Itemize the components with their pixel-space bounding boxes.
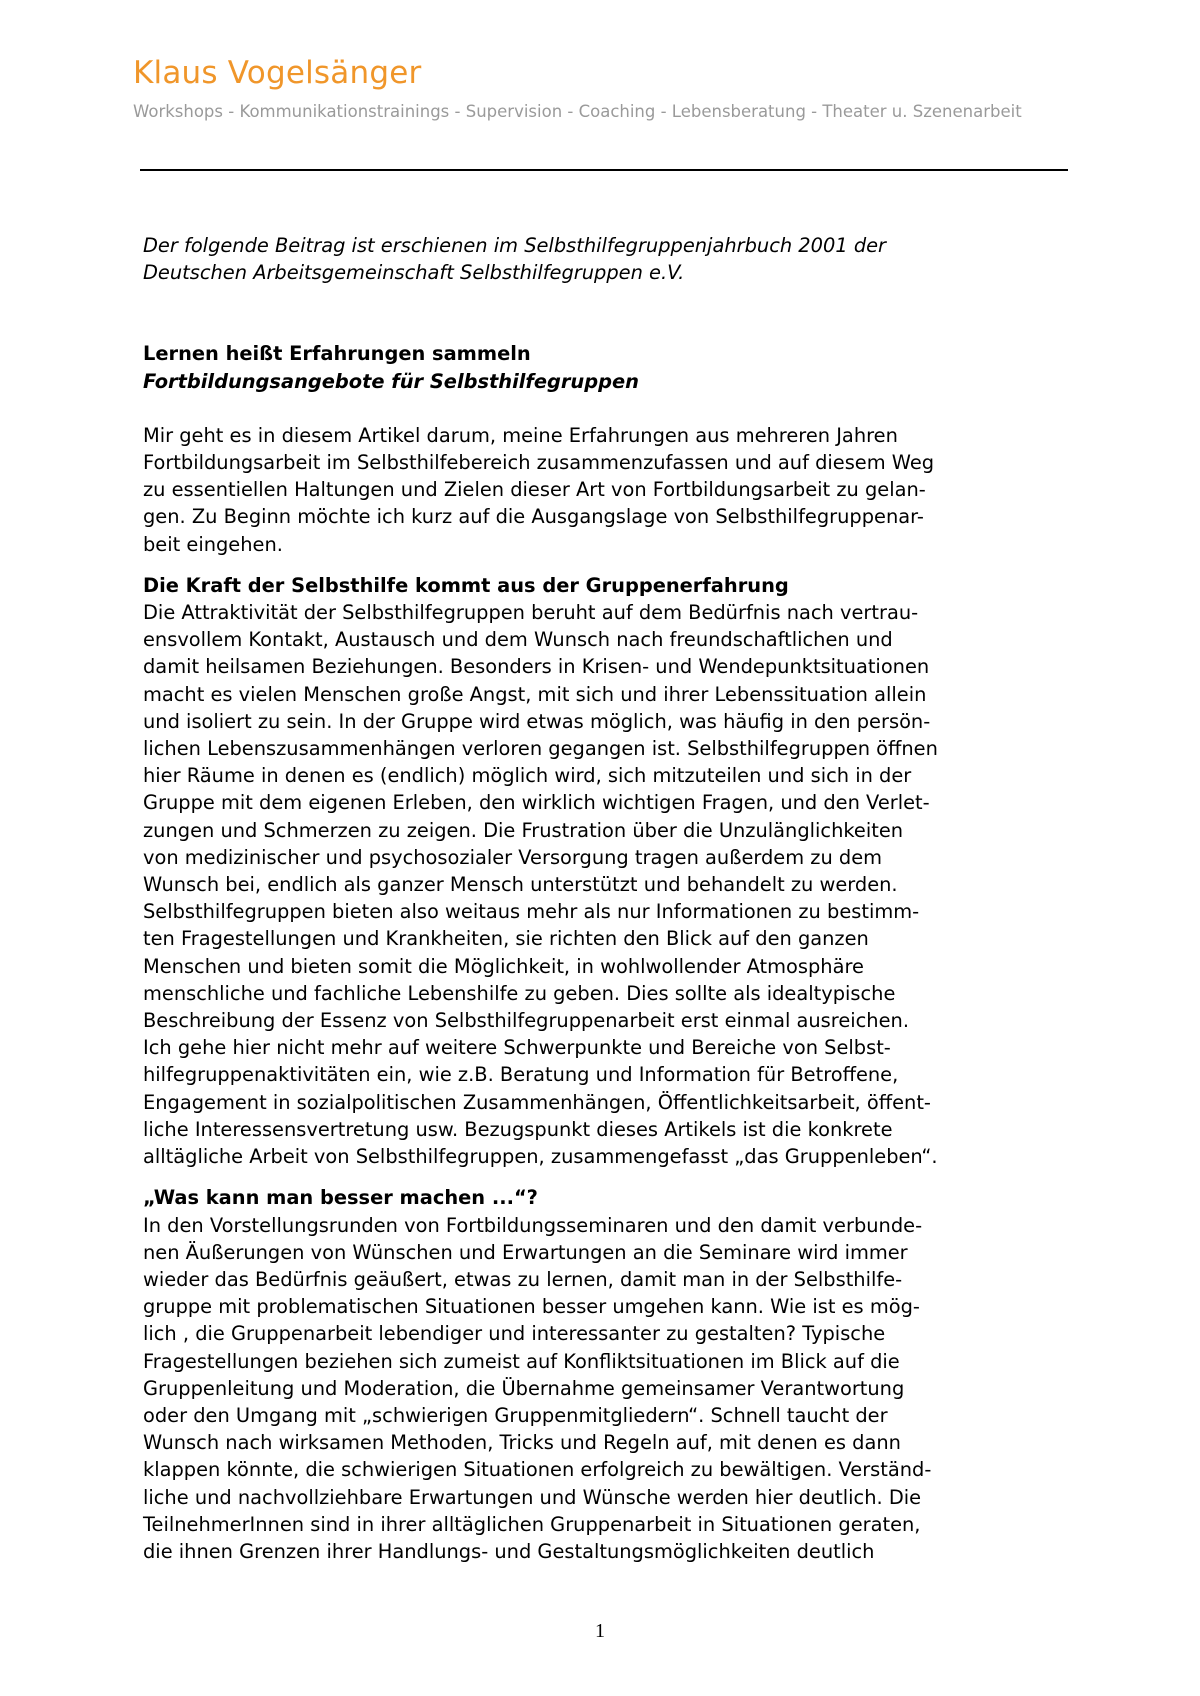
text-line: hilfegruppenaktivitäten ein, wie z.B. Beratung und Information für Betroffene, — [143, 1063, 899, 1087]
text-line: hier Räume in denen es (endlich) möglich wird, sich mitzuteilen und sich in der — [143, 764, 912, 788]
text-line: zungen und Schmerzen zu zeigen. Die Frustration über die Unzulänglichkeiten — [143, 818, 904, 842]
text-line: Gruppe mit dem eigenen Erleben, den wirklich wichtigen Fragen, und den Verlet- — [143, 791, 930, 815]
section-paragraph — [143, 1212, 1063, 1566]
text-line: TeilnehmerInnen sind in ihrer alltäglichen Gruppenarbeit in Situationen geraten, — [143, 1512, 921, 1536]
text-line: Wunsch bei, endlich als ganzer Mensch unterstützt und behandelt zu werden. — [143, 873, 898, 897]
text-line: alltägliche Arbeit von Selbsthilfegruppen, zusammengefasst „das Gruppenleben“. — [143, 1145, 938, 1169]
text-line: Selbsthilfegruppen bieten also weitaus mehr als nur Informationen zu bestimm- — [143, 900, 920, 924]
text-line: liche Interessensvertretung usw. Bezugspunkt dieses Artikels ist die konkrete — [143, 1117, 893, 1141]
article-subtitle: Fortbildungsangebote für Selbsthilfegruppen — [143, 369, 639, 393]
text-line: zu essentiellen Haltungen und Zielen dieser Art von Fortbildungsarbeit zu gelan- — [143, 478, 926, 502]
author-name: Klaus Vogelsänger — [133, 55, 422, 91]
lead-paragraph — [143, 422, 1063, 558]
text-line: Gruppenleitung und Moderation, die Übernahme gemeinsamer Verantwortung — [143, 1376, 905, 1400]
text-line: macht es vielen Menschen große Angst, mit sich und ihrer Lebenssituation allein — [143, 682, 927, 706]
text-line: Mir geht es in diesem Artikel darum, meine Erfahrungen aus mehreren Jahren — [143, 423, 898, 447]
publication-note — [143, 232, 1063, 286]
text-line: und isoliert zu sein. In der Gruppe wird etwas möglich, was häufig in den persön- — [143, 709, 931, 733]
section-heading: „Was kann man besser machen ...“? — [143, 1186, 538, 1210]
text-line: die ihnen Grenzen ihrer Handlungs- und Gestaltungsmöglichkeiten deutlich — [143, 1539, 875, 1563]
text-line: Ich gehe hier nicht mehr auf weitere Schwerpunkte und Bereiche von Selbst- — [143, 1036, 891, 1060]
text-line: Engagement in sozialpolitischen Zusammenhängen, Öffentlichkeitsarbeit, öffent- — [143, 1090, 931, 1114]
text-line: gruppe mit problematischen Situationen besser umgehen kann. Wie ist es mög- — [143, 1295, 920, 1319]
text-line: beit eingehen. — [143, 532, 283, 556]
document-body — [143, 232, 1063, 1565]
text-line: In den Vorstellungsrunden von Fortbildungsseminaren und den damit verbunde- — [143, 1213, 923, 1237]
author-tagline: Workshops - Kommunikationstrainings - Supervision - Coaching - Lebensberatung - Theater u. Szenenarbeit — [133, 102, 1022, 121]
text-line: Die Attraktivität der Selbsthilfegruppen beruht auf dem Bedürfnis nach vertrau- — [143, 601, 919, 625]
text-line: Fragestellungen beziehen sich zumeist auf Konfliktsituationen im Blick auf die — [143, 1349, 900, 1373]
page-number: 1 — [595, 1620, 605, 1642]
text-line: Fortbildungsarbeit im Selbsthilfebereich zusammenzufassen und auf diesem Weg — [143, 451, 935, 475]
text-line: gen. Zu Beginn möchte ich kurz auf die Ausgangslage von Selbsthilfegruppenar- — [143, 505, 924, 529]
section-heading: Die Kraft der Selbsthilfe kommt aus der Gruppenerfahrung — [143, 573, 789, 597]
text-line: liche und nachvollziehbare Erwartungen und Wünsche werden hier deutlich. Die — [143, 1485, 922, 1509]
text-line: ensvollem Kontakt, Austausch und dem Wunsch nach freundschaftlichen und — [143, 628, 893, 652]
text-line: wieder das Bedürfnis geäußert, etwas zu lernen, damit man in der Selbsthilfe- — [143, 1267, 903, 1291]
header-divider — [140, 169, 1068, 171]
article-title: Lernen heißt Erfahrungen sammeln — [143, 342, 531, 366]
section-paragraph — [143, 599, 1063, 1170]
text-line: Deutschen Arbeitsgemeinschaft Selbsthilfegruppen e.V. — [143, 261, 685, 285]
text-line: damit heilsamen Beziehungen. Besonders in Krisen- und Wendepunktsituationen — [143, 655, 930, 679]
text-line: Beschreibung der Essenz von Selbsthilfegruppenarbeit erst einmal ausreichen. — [143, 1009, 909, 1033]
text-line: lichen Lebenszusammenhängen verloren gegangen ist. Selbsthilfegruppen öffnen — [143, 737, 938, 761]
text-line: klappen könnte, die schwierigen Situationen erfolgreich zu bewältigen. Verständ- — [143, 1458, 932, 1482]
text-line: Der folgende Beitrag ist erschienen im Selbsthilfegruppenjahrbuch 2001 der — [143, 234, 887, 257]
text-line: lich , die Gruppenarbeit lebendiger und interessanter zu gestalten? Typische — [143, 1322, 886, 1346]
text-line: nen Äußerungen von Wünschen und Erwartungen an die Seminare wird immer — [143, 1240, 908, 1264]
text-line: ten Fragestellungen und Krankheiten, sie richten den Blick auf den ganzen — [143, 927, 869, 951]
text-line: menschliche und fachliche Lebenshilfe zu geben. Dies sollte als idealtypische — [143, 981, 896, 1005]
text-line: von medizinischer und psychosozialer Versorgung tragen außerdem zu dem — [143, 845, 883, 869]
text-line: oder den Umgang mit „schwierigen Gruppenmitgliedern“. Schnell taucht der — [143, 1403, 888, 1427]
text-line: Wunsch nach wirksamen Methoden, Tricks und Regeln auf, mit denen es dann — [143, 1431, 901, 1455]
text-line: Menschen und bieten somit die Möglichkeit, in wohlwollender Atmosphäre — [143, 954, 864, 978]
